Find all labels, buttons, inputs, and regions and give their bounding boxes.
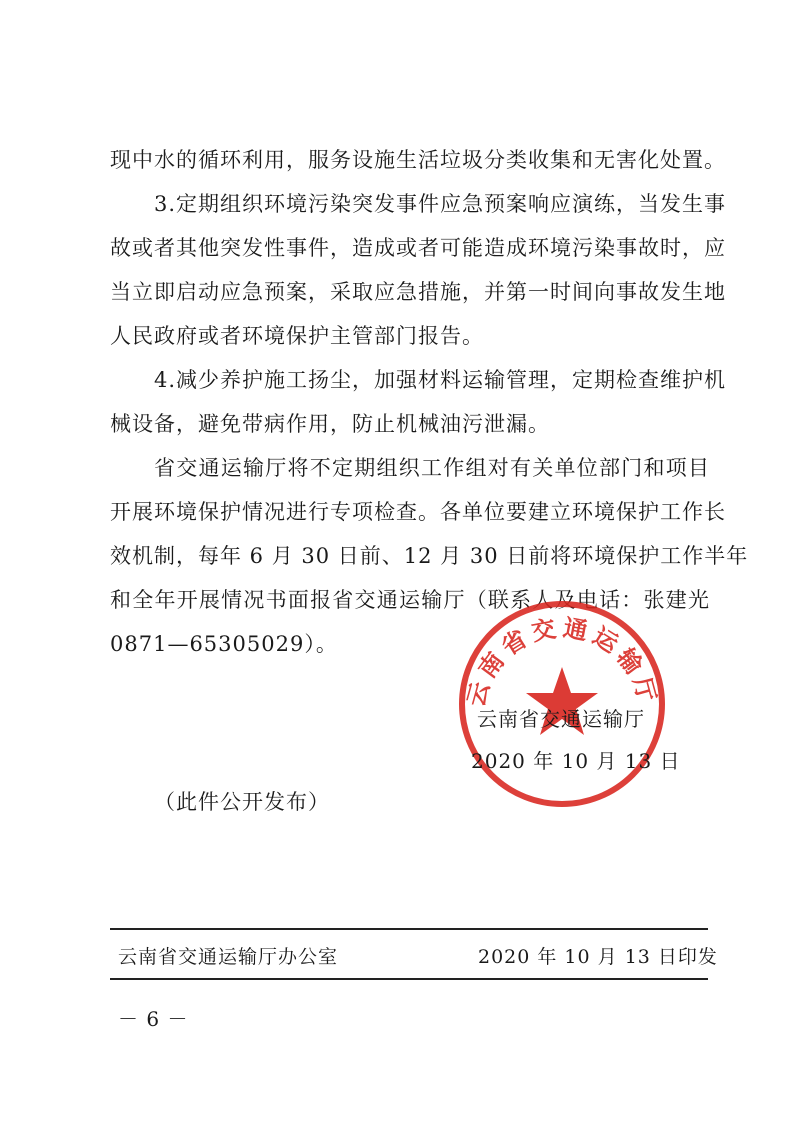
body-line-12: 0871—65305029）。	[110, 632, 338, 656]
body-line-7: 械设备，避免带病作用，防止机械油污泄漏。	[110, 412, 550, 436]
body-line-5: 人民政府或者环境保护主管部门报告。	[110, 324, 484, 348]
footer-print-date: 2020 年 10 月 13 日印发	[478, 946, 718, 968]
publication-note: （此件公开发布）	[154, 790, 330, 814]
body-line-1: 现中水的循环利用，服务设施生活垃圾分类收集和无害化处置。	[110, 148, 726, 172]
body-line-10: 效机制，每年 6 月 30 日前、12 月 30 日前将环境保护工作半年	[110, 544, 749, 568]
body-line-3: 故或者其他突发性事件，造成或者可能造成环境污染事故时，应	[110, 236, 726, 260]
body-line-9: 开展环境保护情况进行专项检查。各单位要建立环境保护工作长	[110, 500, 726, 524]
body-line-6: 4.减少养护施工扬尘，加强材料运输管理，定期检查维护机	[154, 368, 727, 392]
footer-office: 云南省交通运输厅办公室	[118, 946, 339, 968]
body-line-4: 当立即启动应急预案，采取应急措施，并第一时间向事故发生地	[110, 280, 726, 304]
body-line-2: 3.定期组织环境污染突发事件应急预案响应演练，当发生事	[154, 192, 727, 216]
page-number: － 6 －	[118, 1007, 189, 1031]
signature-date: 2020 年 10 月 13 日	[471, 749, 681, 773]
signature-org: 云南省交通运输厅	[477, 707, 645, 731]
footer-rule-bottom	[110, 978, 708, 980]
footer-rule-top	[110, 928, 708, 930]
body-line-11: 和全年开展情况书面报省交通运输厅（联系人及电话：张建光	[110, 588, 710, 612]
body-line-8: 省交通运输厅将不定期组织工作组对有关单位部门和项目	[154, 456, 710, 480]
seal-text: 云南省交通运输厅	[461, 613, 663, 710]
